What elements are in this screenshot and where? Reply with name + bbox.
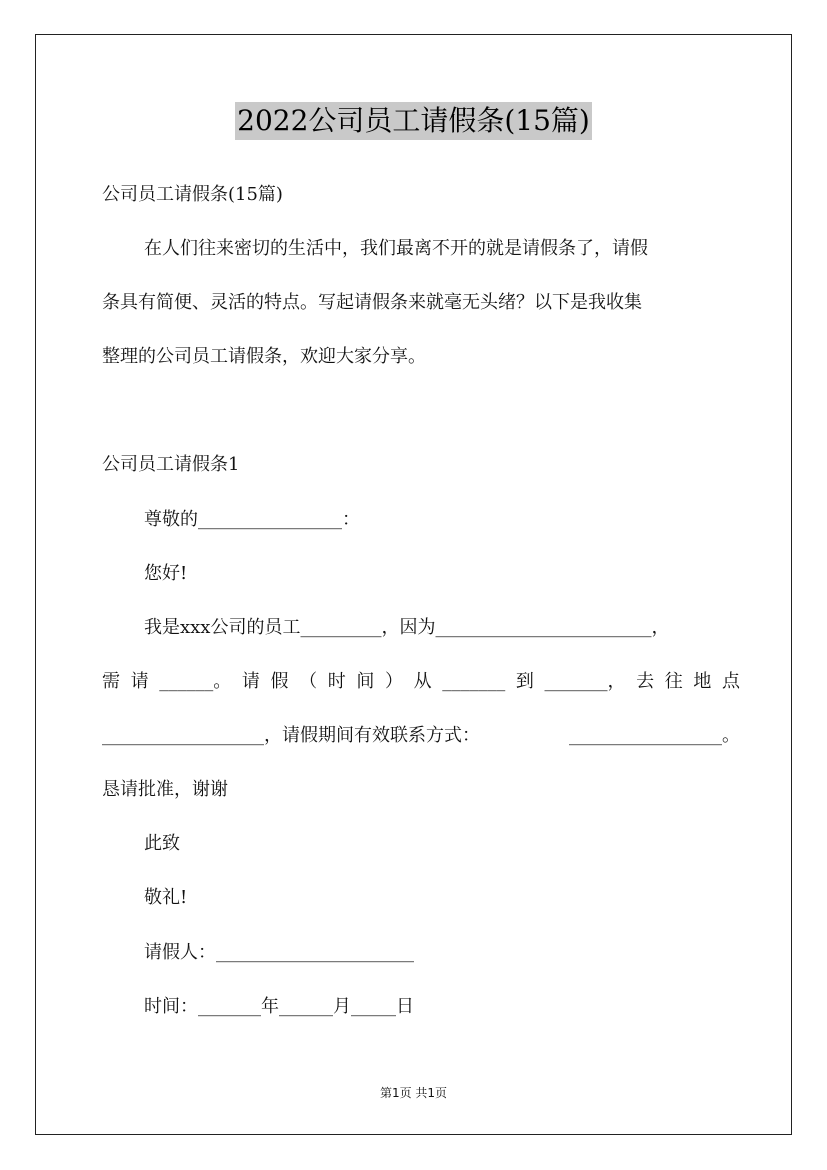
page-footer: 第1页 共1页 bbox=[379, 1086, 448, 1100]
text-segment: 请 bbox=[241, 671, 260, 692]
greeting: 您好! bbox=[144, 563, 188, 584]
text-segment: _______ bbox=[442, 671, 506, 692]
applicant-line: 请假人：______________________ bbox=[144, 942, 414, 963]
body-line-4: 恳请批准，谢谢 bbox=[102, 779, 228, 800]
text-segment: 地 bbox=[693, 671, 712, 692]
text-segment: _______， bbox=[544, 671, 626, 692]
title-container bbox=[0, 102, 827, 140]
closing-1: 此致 bbox=[144, 833, 180, 854]
intro-line-3: 整理的公司员工请假条，欢迎大家分享。 bbox=[102, 346, 426, 367]
text-segment: 请 bbox=[130, 671, 149, 692]
date-line: 时间：_______年______月_____日 bbox=[144, 996, 414, 1017]
body-line-3 bbox=[102, 724, 740, 748]
text-segment: ______。 bbox=[159, 671, 232, 692]
salutation: 尊敬的________________： bbox=[144, 509, 360, 530]
text-segment: ） bbox=[385, 671, 403, 692]
text-segment: 往 bbox=[664, 671, 683, 692]
intro-text-1: 在人们往来密切的生活中，我们最离不开的就是请假条了，请假 bbox=[144, 238, 648, 259]
text-segment: （ bbox=[299, 671, 318, 692]
body-line-2 bbox=[102, 670, 740, 694]
text-segment: _________________。 bbox=[569, 725, 740, 746]
intro-line-1 bbox=[144, 237, 726, 261]
section-heading: 公司员工请假条1 bbox=[102, 454, 240, 475]
intro-line-2: 条具有简便、灵活的特点。写起请假条来就毫无头绪？以下是我收集 bbox=[102, 292, 642, 313]
text-segment: __________________，请假期间有效联系方式： bbox=[102, 725, 480, 746]
closing-2: 敬礼! bbox=[144, 887, 188, 908]
text-segment: 时 bbox=[327, 671, 346, 692]
text-segment: 间 bbox=[356, 671, 375, 692]
text-segment: 从 bbox=[413, 671, 432, 692]
text-segment: 需 bbox=[102, 671, 120, 692]
text-segment: 去 bbox=[636, 671, 655, 692]
text-segment: 到 bbox=[515, 671, 534, 692]
text-segment: 点 bbox=[722, 671, 740, 692]
text-segment: 假 bbox=[270, 671, 289, 692]
subtitle: 公司员工请假条(15篇) bbox=[102, 184, 283, 205]
document-title: 2022公司员工请假条(15篇) bbox=[235, 102, 592, 140]
body-line-1: 我是xxx公司的员工_________，因为________________________， bbox=[144, 617, 670, 638]
